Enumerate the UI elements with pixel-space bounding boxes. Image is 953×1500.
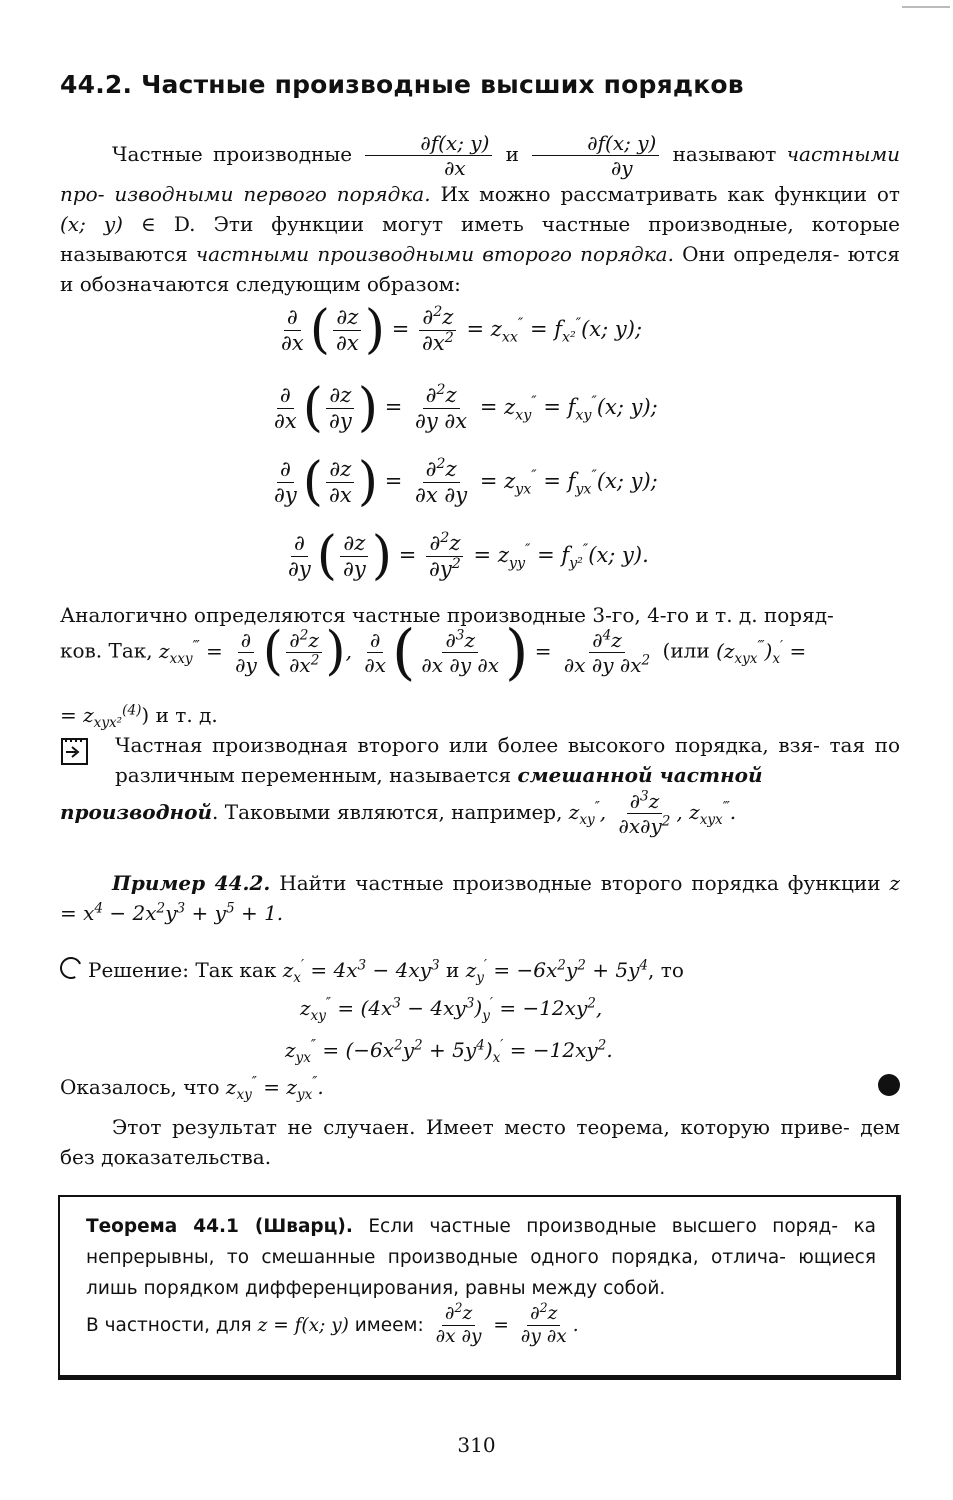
text: ются и обозначаются следующим образом: [60, 242, 900, 296]
text: (или [662, 638, 710, 663]
text: называются [60, 242, 188, 266]
definition-line3: производной. Таковыми являются, например, $z_{xy}''$, $\frac{\partial^3z}{\partial x\partial y^2}$ , $z_{xyx}^‴$. [60, 788, 737, 838]
text: Этот результат не случаен. Имеет место теорема, которую приве- [112, 1115, 850, 1139]
bookmark-arrow-icon [60, 736, 90, 766]
text: и [445, 958, 460, 982]
theorem-text: Теорема 44.1 (Шварц). Если частные производные высшего поряд- ка непрерывны, то смешанные производные одного порядка, отлича- ющиеся лишь порядком дифференцирования, равны между собой. В частности, для z = f(x; y) имеем: $\frac{\partial^2z}{\partial x \partial y}$ = $\frac{\partial^2z}{\partial y \partial x}$ . [86, 1216, 876, 1348]
paragraph-higher-orders-line3: = $z_{xyx^2}^{(4)}$) и т. д. [60, 702, 218, 731]
text: имеем: [354, 1314, 424, 1336]
solution-start-icon [57, 954, 85, 982]
text: дем без доказательства. [60, 1115, 901, 1169]
paragraph-theorem-intro [60, 1112, 900, 1172]
solution-label: Решение: Так как [88, 958, 277, 982]
text: ка непрерывны, то смешанные производные одного порядка, отлича- [86, 1216, 876, 1268]
text: Частная производная второго или более высокого порядка, взя- [115, 733, 820, 757]
text: Частные производные [112, 142, 353, 166]
text: ков. Так, [60, 638, 153, 663]
term-mixed-derivative: производной [60, 800, 213, 824]
text: Их можно рассматривать как функции от [440, 182, 901, 206]
text: В частности, для [86, 1314, 252, 1336]
example-statement: Пример 44.2. Найти частные производные второго порядка функции $z = x^4 - 2x^2y^3 + y^5 + 1$. [60, 871, 901, 925]
text: Они определя- [682, 242, 840, 266]
solution-conclusion: Оказалось, что $z_{xy}'' = z_{yx}''$. [60, 1074, 324, 1103]
solution-line1: Решение: Так как $z_x' = 4x^3 - 4xy^3$ и $z_y' = -6x^2y^2 + 5y^4$, то [60, 955, 900, 985]
text: и [505, 142, 520, 166]
text: называют [672, 142, 777, 166]
fraction-df-dy: $\frac{\partial f(x; y)}{\partial y}$ [532, 132, 659, 179]
definition-mixed-derivative [115, 730, 900, 790]
example-label: Пример 44.2. [112, 871, 271, 895]
section-heading: 44.2. Частные производные высших порядков [60, 70, 744, 99]
text: ∈ D. Эти функции могут иметь частные производные, которые [141, 212, 901, 236]
equation-solution-zxy: $z_{xy}'' = (4x^3 - 4xy^3)_y' = -12xy^2$, [300, 995, 603, 1024]
solution-end-icon [878, 1074, 900, 1096]
term-first-order: частными про- [60, 142, 901, 206]
theorem-box [58, 1195, 901, 1380]
text: функции [787, 871, 881, 895]
paragraph-higher-orders-line2: ков. Так, $z_{xxy}^‴$ = $\frac{\partial}{\partial y}$ ( $\frac{\partial^2z}{\partial x^2}$ ), $\frac{\partial}{\partial x}$ ( $\frac{\partial^3z}{\partial x \partial y \partial x}$ ) = $\frac{\partial^4z}{\partial x \partial y \partial x^2}$ (или $(z_{xyx}^‴)_x'$ = [60, 617, 807, 687]
text: Аналогично определяются частные производные 3-го, 4-го и т. д. поряд- [60, 603, 834, 627]
equation-solution-zyx: $z_{yx}'' = (-6x^2y^2 + 5y^4)_x' = -12xy^2$. [285, 1037, 613, 1066]
equation-zyy: $\frac{\partial}{\partial y}$ ( $\frac{\partial z}{\partial y}$ ) = $\frac{\partial^2z}{\partial y^2}$ = $z_{yy}'' = f_{y^2}''(x$; y). [288, 525, 649, 586]
text: , то [648, 958, 684, 982]
equation-zxx: $\frac{\partial}{\partial x}$ ( $\frac{\partial z}{\partial x}$ ) = $\frac{\partial^2z}{\partial x^2}$ = $z_{xx}'' = f_{x^2}''(x$; y); [281, 299, 643, 360]
paragraph-intro: Частные производные $\frac{\partial f(x; y)}{\partial x}$ и $\frac{\partial f(x; y)}{\partial y}$ называют частными про- изводными первого порядка. Их можно рассматривать как функции от (x; y) ∈ D. Эти функции могут иметь частные производные, которые называются частными производными второго порядка. Они определя- ются и обозначаются следующим образом: [60, 131, 901, 296]
term-first-order: изводными первого порядка. [114, 182, 431, 206]
text: Оказалось, что [60, 1075, 220, 1099]
text: . Таковыми являются, например, [212, 800, 563, 824]
text: ющиеся лишь порядком дифференцирования, равны между собой. [86, 1247, 876, 1299]
equation-zxy: $\frac{\partial}{\partial x}$ ( $\frac{\partial z}{\partial y}$ ) = $\frac{\partial^2z}{\partial y \partial x}$ = $z_{xy}'' = f_{xy}''(x$; y); [274, 377, 658, 438]
text: ) и т. д. [141, 703, 218, 727]
theorem-label: Теорема 44.1 (Шварц). [86, 1216, 353, 1237]
fraction-df-dx: $\frac{\partial f(x; y)}{\partial x}$ [365, 132, 492, 179]
equation-zyx: $\frac{\partial}{\partial y}$ ( $\frac{\partial z}{\partial x}$ ) = $\frac{\partial^2z}{\partial x \partial y}$ = $z_{yx}'' = f_{yx}''(x$; y); [274, 451, 658, 512]
page-number: 310 [457, 1433, 496, 1457]
term-mixed-derivative: смешанной частной [517, 763, 763, 787]
text: Найти частные производные второго порядка [279, 871, 779, 895]
text: Если частные производные высшего поряд- [368, 1216, 839, 1237]
text: тая по различным переменным, называется [115, 733, 900, 787]
paragraph-higher-orders [60, 600, 900, 630]
term-second-order: частными производными второго порядка. [195, 242, 674, 266]
scan-artifact-line [902, 6, 950, 8]
